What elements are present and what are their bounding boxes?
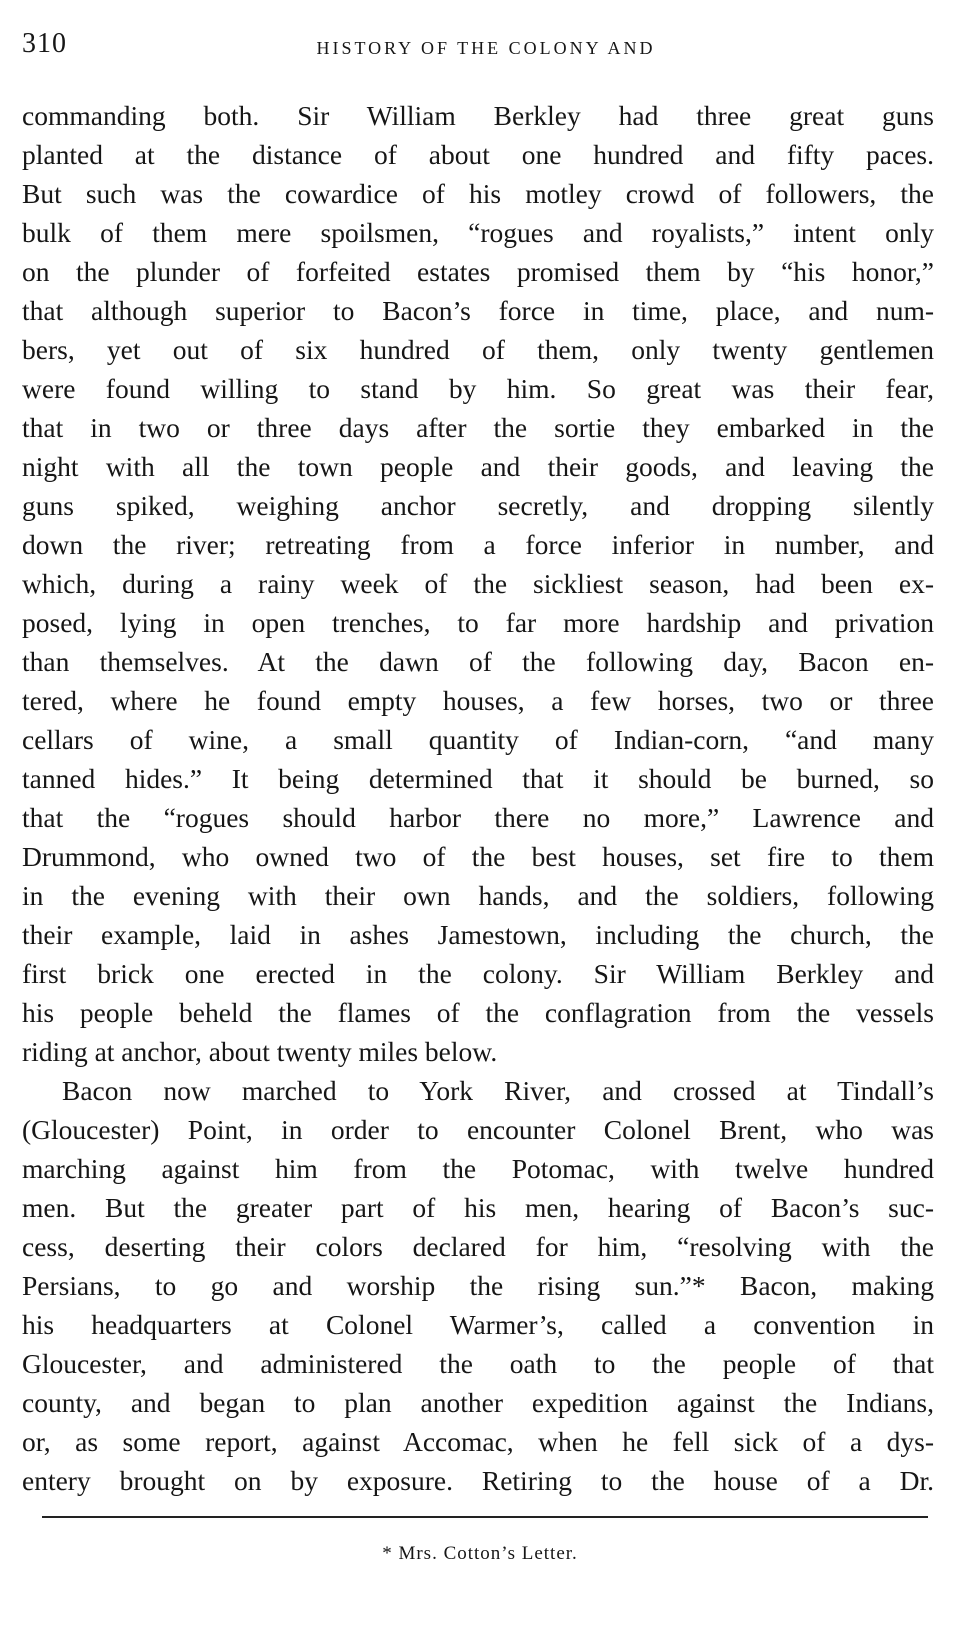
text-line: county, and began to plan another expedition against the Indians, xyxy=(22,1387,934,1418)
text-line: bers, yet out of six hundred of them, only twenty gentlemen xyxy=(22,334,934,365)
text-line: first brick one erected in the colony. Sir William Berkley and xyxy=(22,958,934,989)
text-line: their example, laid in ashes Jamestown, including the church, the xyxy=(22,919,934,950)
text-line: Gloucester, and administered the oath to the people of that xyxy=(22,1348,934,1379)
text-line: on the plunder of forfeited estates promised them by “his honor,” xyxy=(22,256,934,287)
text-line: cellars of wine, a small quantity of Indian-corn, “and many xyxy=(22,724,934,755)
text-line: that the “rogues should harbor there no more,” Lawrence and xyxy=(22,802,934,833)
text-line: than themselves. At the dawn of the following day, Bacon en- xyxy=(22,646,934,677)
text-line: which, during a rainy week of the sickliest season, had been ex- xyxy=(22,568,934,599)
body-text xyxy=(22,96,934,1500)
text-line: that in two or three days after the sortie they embarked in the xyxy=(22,412,934,443)
footnote: * Mrs. Cotton’s Letter. xyxy=(382,1543,578,1564)
text-line: his people beheld the flames of the conflagration from the vessels xyxy=(22,997,934,1028)
text-line: cess, deserting their colors declared for him, “resolving with the xyxy=(22,1231,934,1262)
text-line: riding at anchor, about twenty miles below. xyxy=(22,1036,498,1067)
running-title: HISTORY OF THE COLONY AND xyxy=(316,38,656,58)
text-line: Bacon now marched to York River, and crossed at Tindall’s xyxy=(62,1075,934,1106)
text-line: in the evening with their own hands, and the soldiers, following xyxy=(22,880,934,911)
page-header xyxy=(22,28,930,68)
text-line: marching against him from the Potomac, with twelve hundred xyxy=(22,1153,934,1184)
text-line: (Gloucester) Point, in order to encounter Colonel Brent, who was xyxy=(22,1114,934,1145)
text-line: planted at the distance of about one hundred and fifty paces. xyxy=(22,139,934,170)
text-line: night with all the town people and their goods, and leaving the xyxy=(22,451,934,482)
text-line: his headquarters at Colonel Warmer’s, called a convention in xyxy=(22,1309,934,1340)
text-line: tered, where he found empty houses, a few horses, two or three xyxy=(22,685,934,716)
text-line: tanned hides.” It being determined that it should be burned, so xyxy=(22,763,934,794)
text-line: were found willing to stand by him. So great was their fear, xyxy=(22,373,934,404)
text-line: down the river; retreating from a force inferior in number, and xyxy=(22,529,934,560)
text-line: that although superior to Bacon’s force in time, place, and num- xyxy=(22,295,934,326)
text-line: posed, lying in open trenches, to far more hardship and privation xyxy=(22,607,934,638)
text-line: entery brought on by exposure. Retiring to the house of a Dr. xyxy=(22,1465,934,1496)
text-line: bulk of them mere spoilsmen, “rogues and royalists,” intent only xyxy=(22,217,934,248)
text-line: Drummond, who owned two of the best houses, set fire to them xyxy=(22,841,934,872)
text-line: Persians, to go and worship the rising sun.”* Bacon, making xyxy=(22,1270,934,1301)
page-number: 310 xyxy=(22,28,67,59)
text-line: or, as some report, against Accomac, when he fell sick of a dys- xyxy=(22,1426,934,1457)
text-line: commanding both. Sir William Berkley had three great guns xyxy=(22,100,934,131)
text-line: guns spiked, weighing anchor secretly, and dropping silently xyxy=(22,490,934,521)
text-line: But such was the cowardice of his motley crowd of followers, the xyxy=(22,178,934,209)
text-line: men. But the greater part of his men, hearing of Bacon’s suc- xyxy=(22,1192,934,1223)
footnote-divider xyxy=(42,1516,928,1518)
